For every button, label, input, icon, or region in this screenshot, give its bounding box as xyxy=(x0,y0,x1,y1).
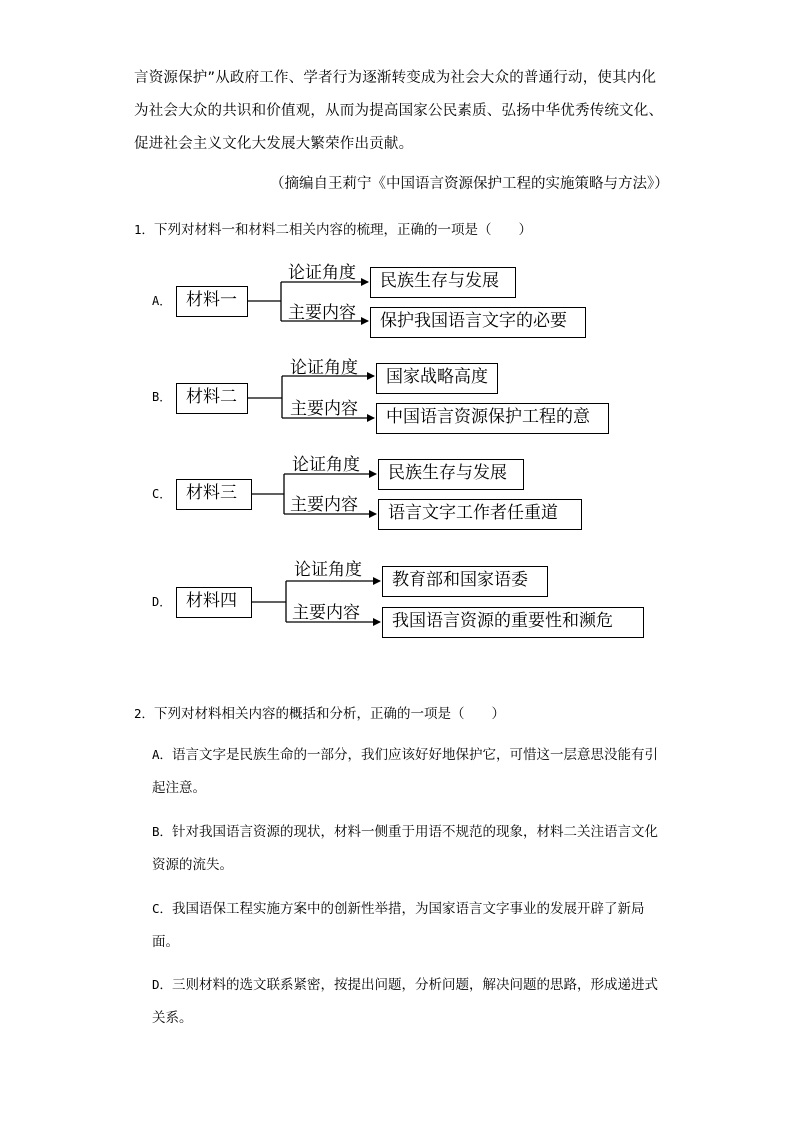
box-top: 教育部和国家语委 xyxy=(382,566,548,597)
connector-b xyxy=(248,376,374,418)
box-top: 国家战略高度 xyxy=(376,363,498,394)
label-bottom: 主要内容 xyxy=(290,495,358,515)
intro-paragraph: 言资源保护”从政府工作、学者行为逐渐转变成为社会大众的普通行动，使其内化为社会大众的共识和价值观，从而为提高国家公民素质、弘扬中华优秀传统文化、促进社会主义文化大发展大繁荣作出贡献。 xyxy=(134,70,664,152)
label-top: 论证角度 xyxy=(294,560,362,580)
label-top: 论证角度 xyxy=(290,358,358,378)
q1-option-d-letter[interactable]: D． xyxy=(152,595,172,609)
connector-c xyxy=(252,474,376,514)
source-box: 材料四 xyxy=(176,587,252,618)
option-text: 三则材料的选文联系紧密，按提出问题，分析问题，解决问题的思路，形成递进式关系。 xyxy=(152,977,659,1026)
connector-d xyxy=(252,581,380,622)
source-box: 材料三 xyxy=(176,479,252,510)
label-bottom: 主要内容 xyxy=(292,603,360,623)
question-1-text: 下列对材料一和材料二相关内容的梳理，正确的一项是（ ） xyxy=(154,222,533,238)
option-letter: C． xyxy=(152,901,173,916)
question-2-text: 下列对材料相关内容的概括和分析，正确的一项是（ ） xyxy=(154,706,506,722)
q1-option-a-letter[interactable]: A． xyxy=(152,294,172,308)
label-top: 论证角度 xyxy=(292,455,360,475)
option-text: 针对我国语言资源的现状，材料一侧重于用语不规范的现象，材料二关注语言文化资源的流失。 xyxy=(152,824,659,873)
box-bottom: 保护我国语言文字的必要 xyxy=(370,307,586,338)
box-bottom: 语言文字工作者任重道 xyxy=(378,499,582,530)
box-bottom: 我国语言资源的重要性和濒危 xyxy=(382,607,644,638)
connector-a xyxy=(248,282,368,321)
option-text: 语言文字是民族生命的一部分，我们应该好好地保护它，可惜这一层意思没能有引起注意。 xyxy=(152,747,659,796)
question-1-number: 1． xyxy=(134,222,155,237)
q2-option-a[interactable] xyxy=(152,738,668,805)
source-box: 材料二 xyxy=(176,383,248,414)
q2-option-b[interactable] xyxy=(152,815,668,882)
option-letter: A． xyxy=(152,747,173,762)
question-2-number: 2． xyxy=(134,706,155,721)
q1-option-c-letter[interactable]: C． xyxy=(152,487,172,501)
question-2-stem xyxy=(134,702,505,722)
source-citation: （摘编自王莉宁《中国语言资源保护工程的实施策略与方法》） xyxy=(270,176,669,192)
source-box: 材料一 xyxy=(176,286,248,317)
q2-option-d[interactable] xyxy=(152,968,668,1035)
box-top: 民族生存与发展 xyxy=(370,267,516,298)
label-bottom: 主要内容 xyxy=(288,303,356,323)
label-bottom: 主要内容 xyxy=(290,399,358,419)
q1-option-b-letter[interactable]: B． xyxy=(152,390,172,404)
option-letter: D． xyxy=(152,977,173,992)
option-text: 我国语保工程实施方案中的创新性举措，为国家语言文字事业的发展开辟了新局面。 xyxy=(152,901,645,950)
q2-option-c[interactable] xyxy=(152,892,668,959)
option-letter: B． xyxy=(152,824,173,839)
box-top: 民族生存与发展 xyxy=(378,459,524,490)
box-bottom: 中国语言资源保护工程的意 xyxy=(376,403,609,434)
label-top: 论证角度 xyxy=(288,263,356,283)
